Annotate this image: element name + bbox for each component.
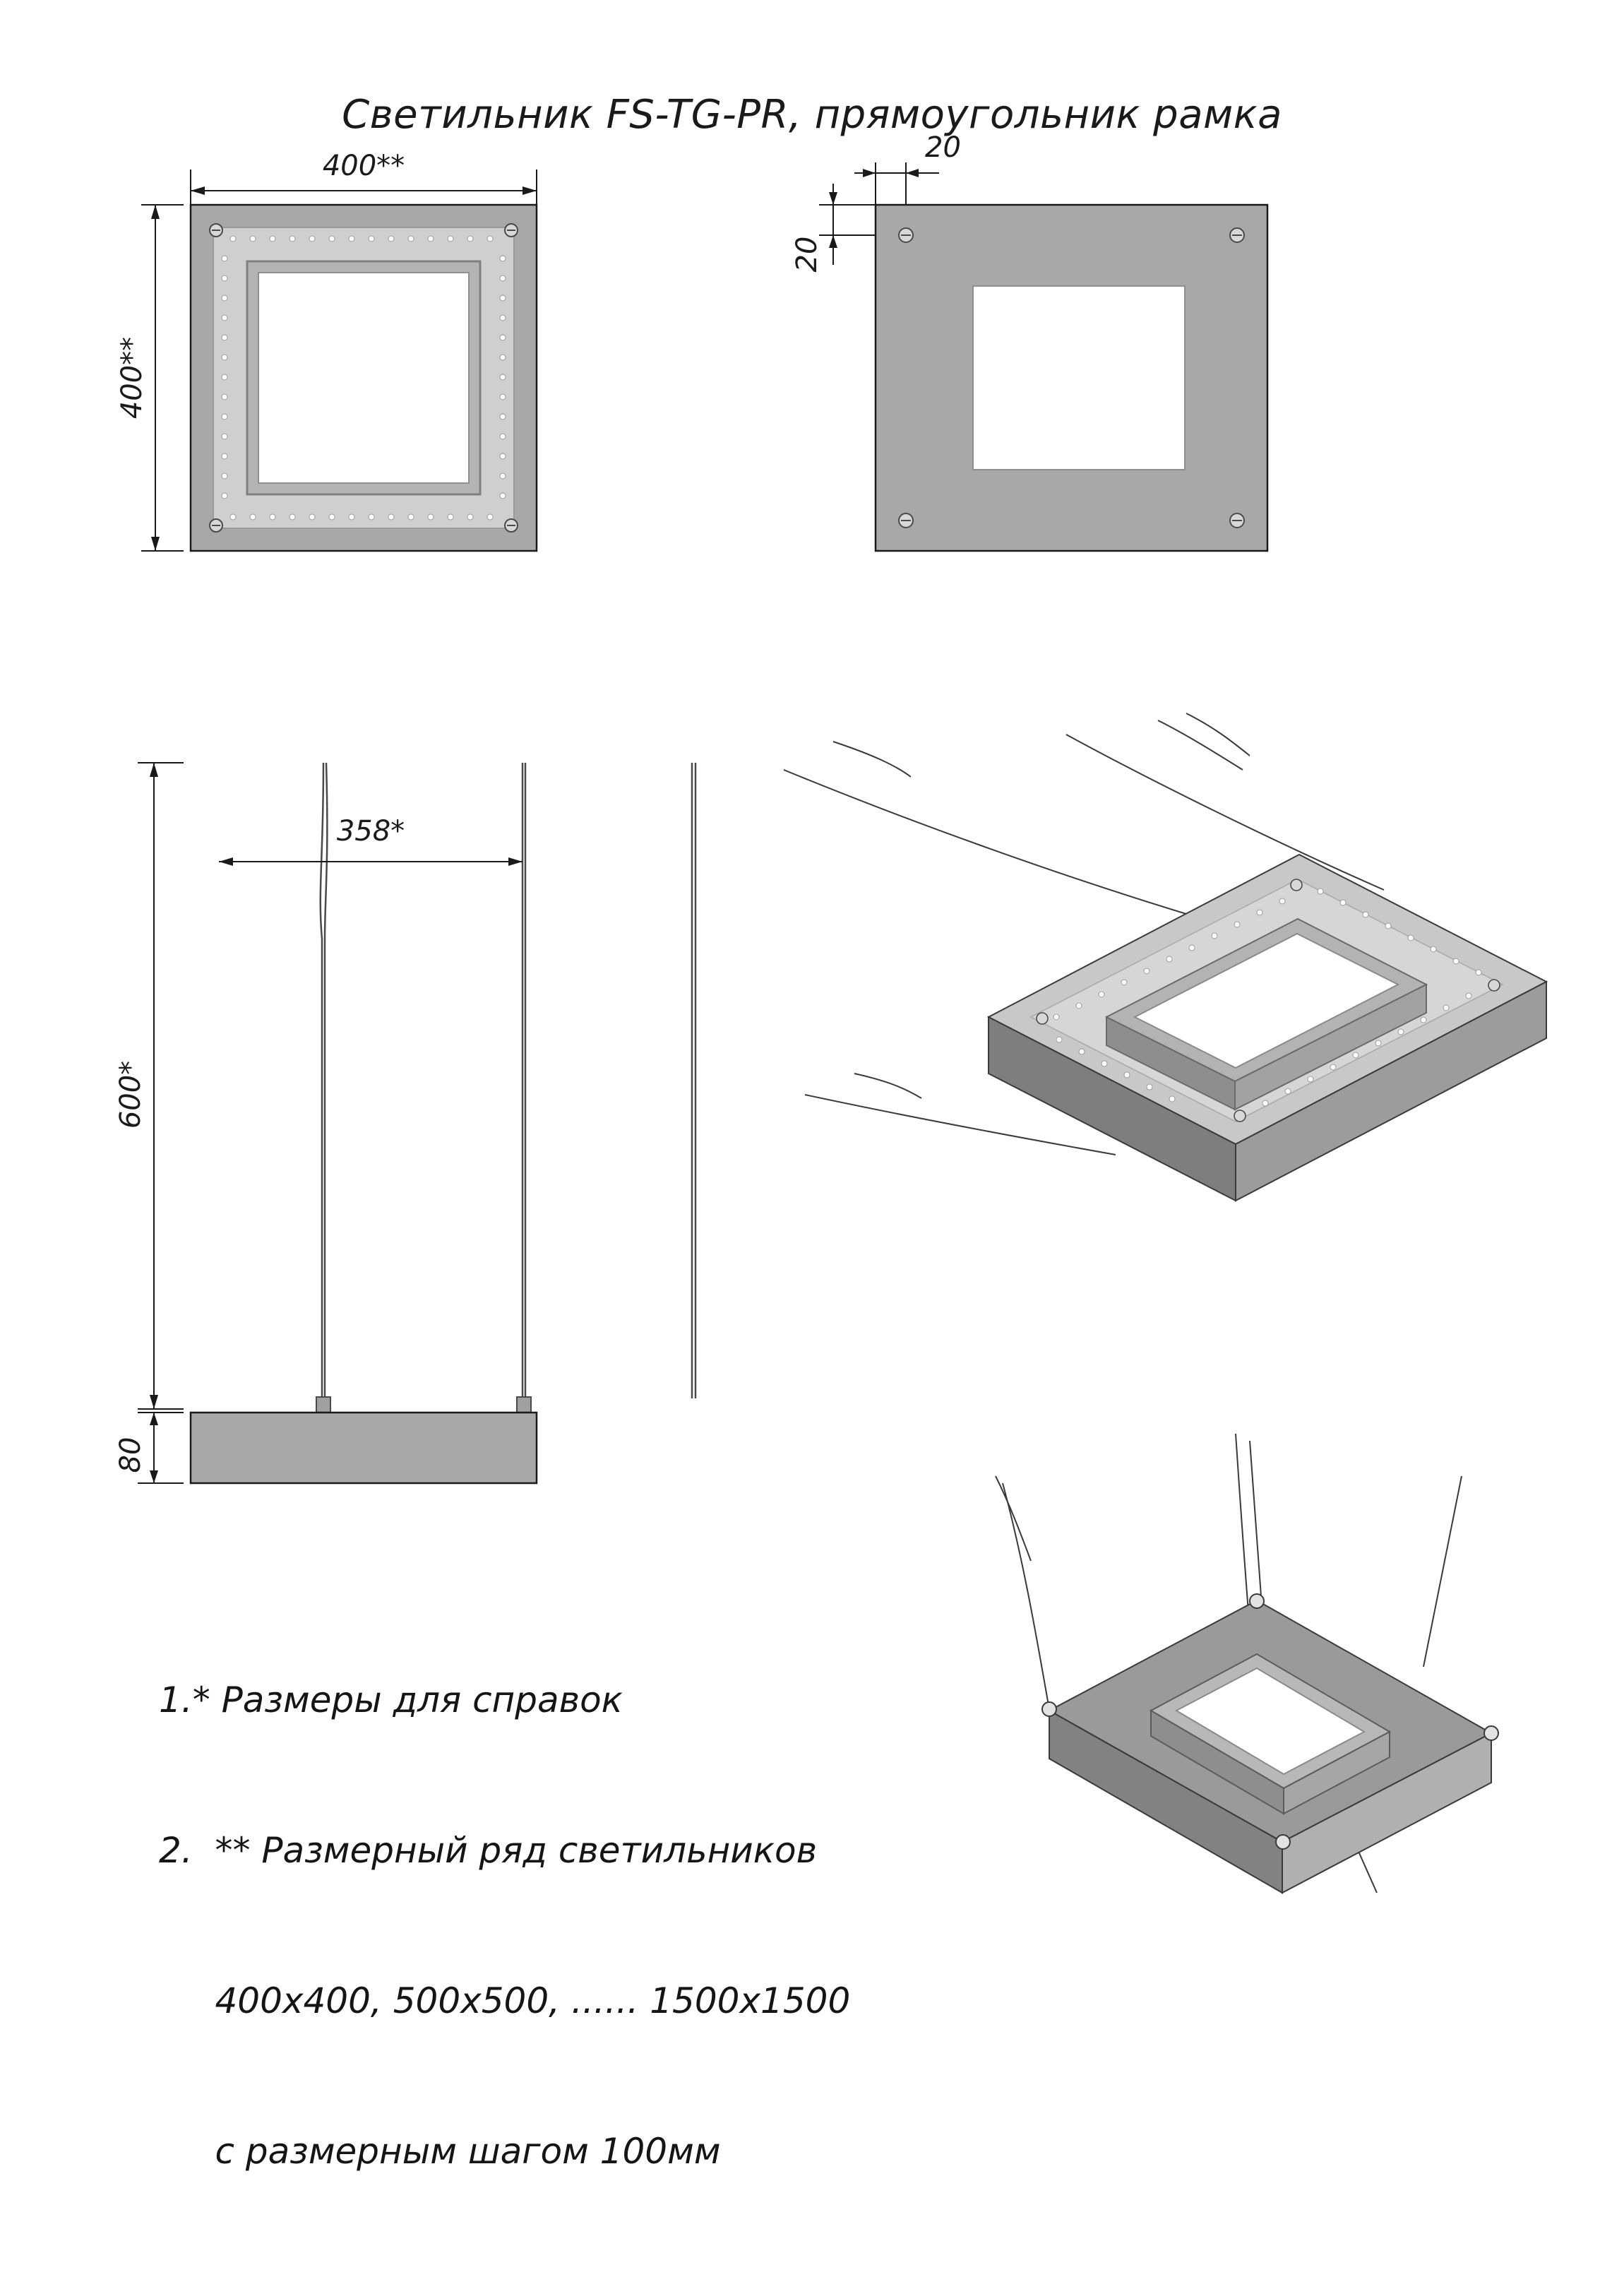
side-elevation xyxy=(99,749,664,1504)
side-suspension-dim: 600* xyxy=(114,1060,147,1129)
note-2-line-3: с размерным шагом 100мм xyxy=(159,2131,721,2172)
front-width-dim: 400** xyxy=(322,150,405,182)
back-offset-y-dim: 20 xyxy=(791,236,823,273)
isometric-view-suspended xyxy=(763,713,1553,1476)
side-width-dim: 358* xyxy=(336,815,405,848)
note-2-line-2: 400х400, 500х500, ...... 1500х1500 xyxy=(159,1980,851,2021)
isometric-view-underside xyxy=(925,1434,1617,2013)
back-view xyxy=(791,131,1377,699)
side-body-height-dim: 80 xyxy=(114,1437,147,1473)
front-height-dim: 400** xyxy=(116,336,148,420)
note-2: 2. ** Размерный ряд светильников xyxy=(159,1830,818,1871)
notes-block xyxy=(159,1575,850,2277)
back-offset-x-dim: 20 xyxy=(925,131,961,164)
front-view xyxy=(99,150,650,699)
page-title: Светильник FS-TG-PR, прямоугольник рамка xyxy=(342,92,1282,138)
note-1: 1.* Размеры для справок xyxy=(159,1679,623,1720)
